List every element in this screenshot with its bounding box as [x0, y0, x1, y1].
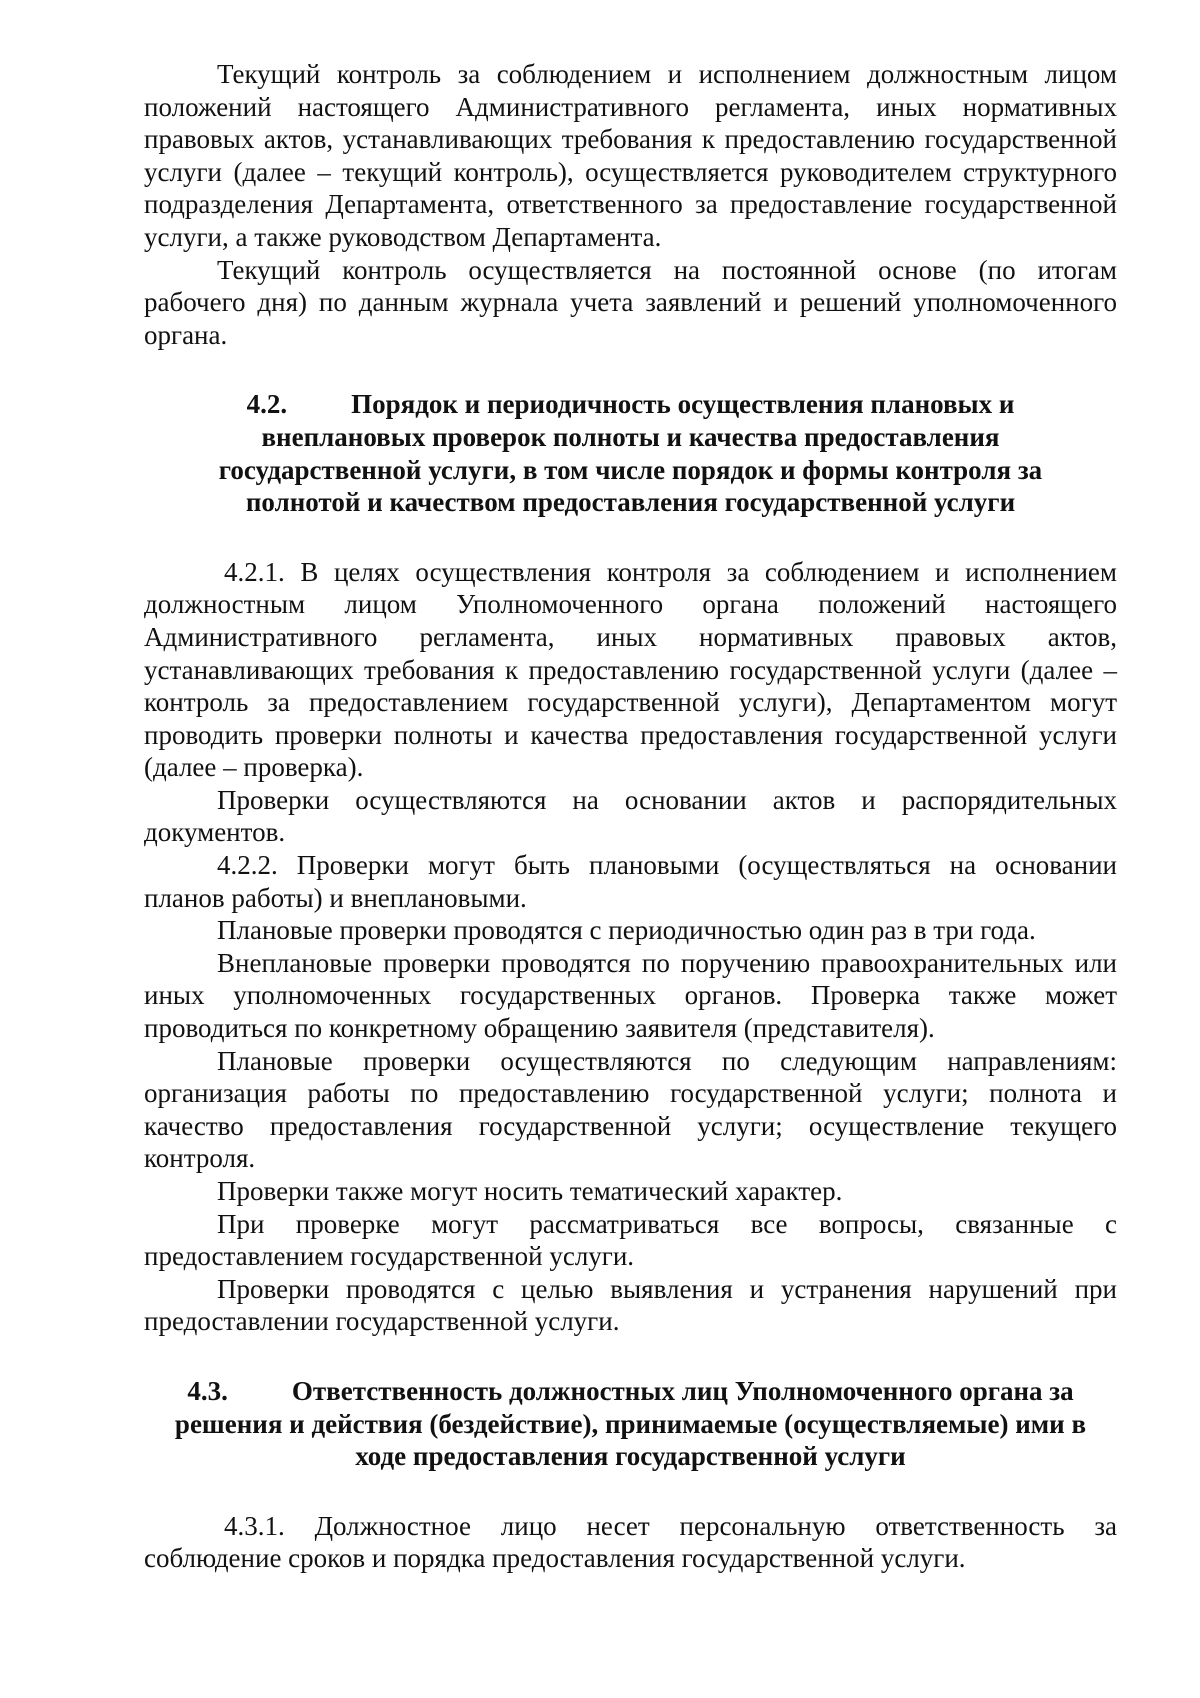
section-4-3-title: Ответственность должностных лиц Уполномоченного органа за решения и действия (бездействие), принимаемые (осуществляемые) ими в ходе предоставления государственной услуги [174, 1375, 1087, 1472]
document-body [144, 58, 1117, 1575]
section-4-2-number: 4.2. [246, 389, 288, 420]
intro-paragraph-control-basis: Текущий контроль осуществляется на постоянной основе (по итогам рабочего дня) по данным журнала учета заявлений и решений уполномоченного органа. [144, 254, 1117, 350]
intro-paragraph-current-control: Текущий контроль за соблюдением и исполнением должностным лицом положений настоящего Административного регламента, иных нормативных правовых актов, устанавливающих требования к предоставлению государственной услуги (далее – текущий контроль), осуществляется руководителем структурного подразделения Департамента, ответственного за предоставление государственной услуги, а также руководством Департамента. [144, 59, 1117, 252]
section-4-2-title: Порядок и периодичность осуществления плановых и внеплановых проверок полноты и качества предоставления государственной услуги, в том числе порядок и формы контроля за полнотой и качеством предоставления государственной услуги [218, 389, 1043, 518]
section-4-2-heading [144, 388, 1117, 518]
paragraph-4-3-1: 4.3.1. Должностное лицо несет персональную ответственность за соблюдение сроков и порядка предоставления государственной услуги. [144, 1510, 1117, 1574]
paragraph-unplanned-inspections: Внеплановые проверки проводятся по поручению правоохранительных или иных уполномоченных государственных органов. Проверка также может проводиться по конкретному обращению заявителя (представителя). [144, 947, 1117, 1044]
paragraph-planned-frequency: Плановые проверки проводятся с периодичностью один раз в три года. [217, 915, 1036, 946]
paragraph-thematic: Проверки также могут носить тематический характер. [217, 1176, 843, 1206]
paragraph-inspections-basis: Проверки осуществляются на основании актов и распорядительных документов. [144, 784, 1117, 848]
paragraph-4-2-2: 4.2.2. Проверки могут быть плановыми (осуществляться на основании планов работы) и внеплановыми. [144, 850, 1117, 913]
paragraph-inspection-purpose: Проверки проводятся с целью выявления и устранения нарушений при предоставлении государственной услуги. [144, 1273, 1117, 1337]
section-4-3-number: 4.3. [187, 1375, 228, 1406]
paragraph-all-questions: При проверке могут рассматриваться все вопросы, связанные с предоставлением государственной услуги. [144, 1208, 1117, 1272]
paragraph-planned-directions: Плановые проверки осуществляются по следующим направлениям: организация работы по предоставлению государственной услуги; полнота и качество предоставления государственной услуги; осуществление текущего контроля. [144, 1045, 1117, 1174]
paragraph-4-2-1: 4.2.1. В целях осуществления контроля за соблюдением и исполнением должностным лицом Уполномоченного органа положений настоящего Административного регламента, иных нормативных правовых актов, устанавливающих требования к предоставлению государственной услуги (далее – контроль за предоставлением государственной услуги), Департаментом могут проводить проверки полноты и качества предоставления государственной услуги (далее – проверка). [144, 556, 1117, 783]
section-4-3-heading [144, 1375, 1117, 1473]
